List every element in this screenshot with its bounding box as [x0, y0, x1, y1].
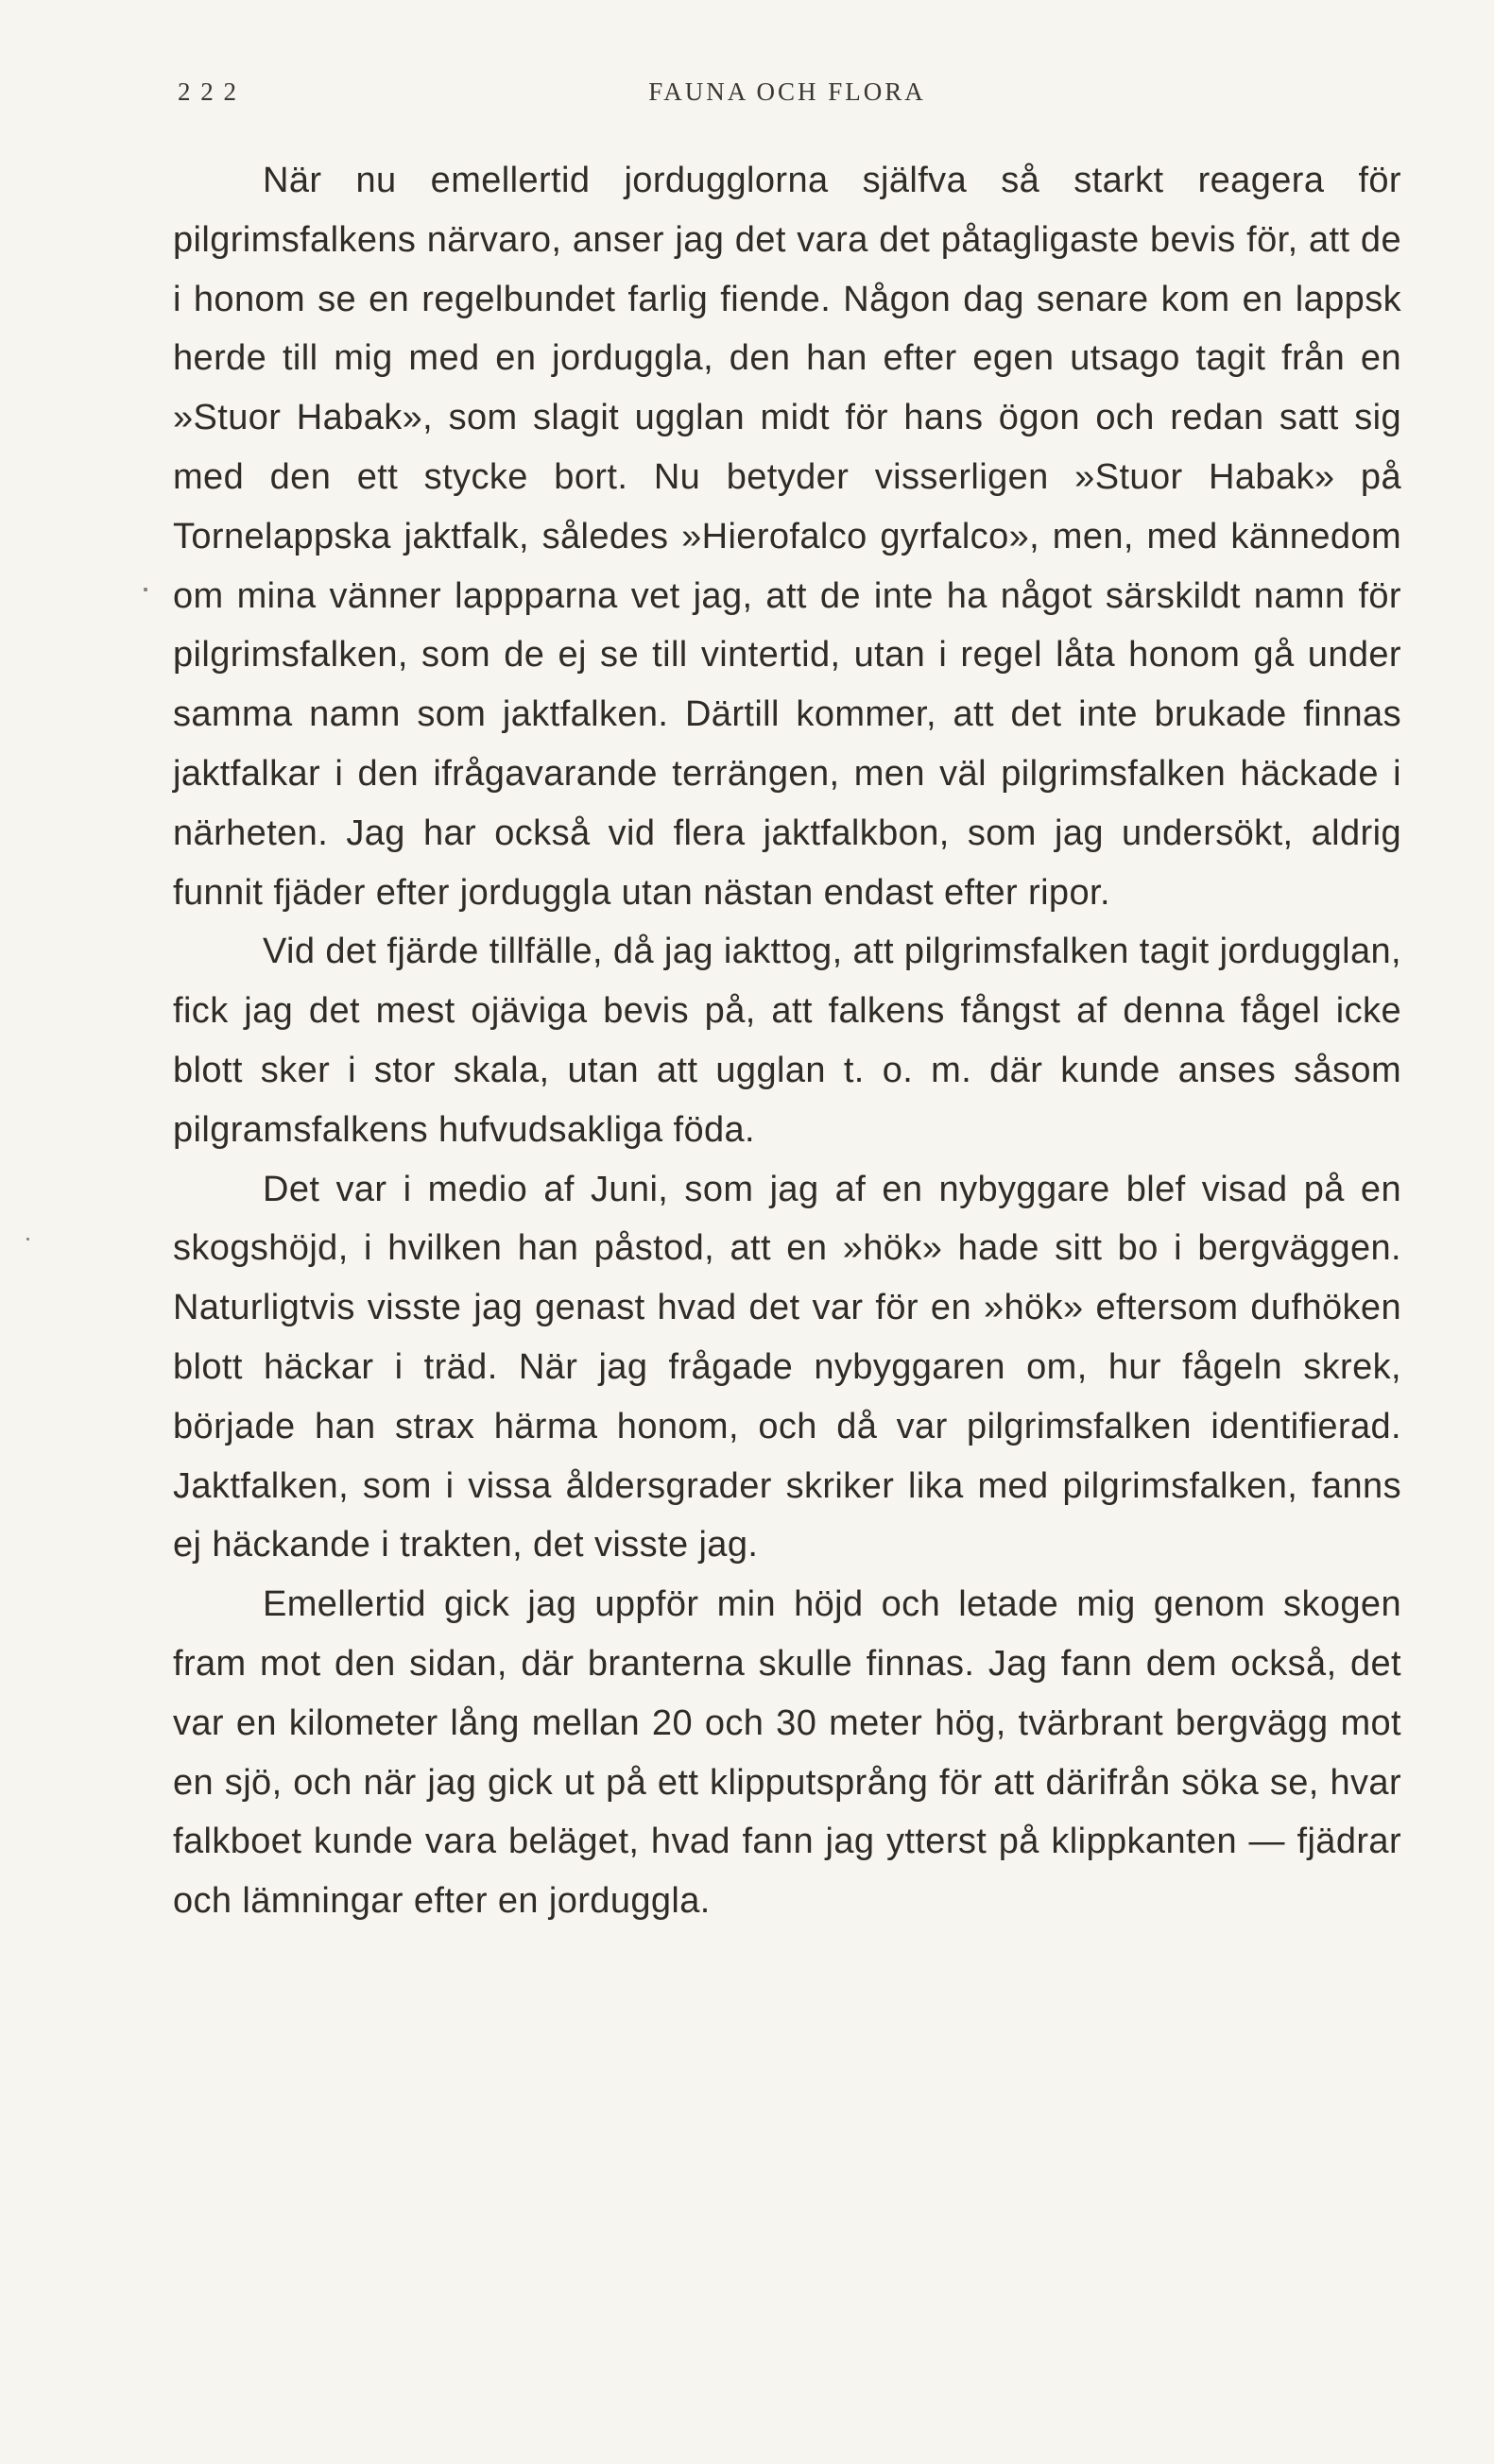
- body-text: [173, 151, 1401, 1931]
- margin-speck: [26, 1238, 29, 1241]
- paragraph: Emellertid gick jag uppför min höjd och letade mig genom skogen fram mot den sidan, där branterna skulle finnas. Jag fann dem också, det var en kilometer lång mellan 20 och 30 meter hög, tvärbrant bergvägg mot en sjö, och när jag gick ut på ett klipputsprång för att därifrån söka se, hvar falkboet kunde vara beläget, hvad fann jag ytterst på klippkanten — fjädrar och lämningar efter en jorduggla.: [173, 1584, 1401, 1922]
- margin-speck: [144, 588, 147, 591]
- header-title: FAUNA OCH FLORA: [648, 77, 926, 106]
- paragraph: Vid det fjärde tillfälle, då jag iakttog, att pilgrimsfalken tagit jordugglan, fick jag det mest ojäviga bevis på, att falkens fångst af denna fågel icke blott sker i stor skala, utan att ugglan t. o. m. där kunde anses såsom pilgramsfalkens hufvudsakliga föda.: [173, 932, 1401, 1150]
- page-number: 2 2 2: [178, 77, 238, 106]
- paragraph: När nu emellertid jordugglorna själfva så starkt reagera för pilgrimsfalkens närvaro, anser jag det vara det påtagligaste bevis för, att de i honom se en regelbundet farlig fiende. Någon dag senare kom en lappsk herde till mig med en jorduggla, den han efter egen utsago tagit från en »Stuor Habak», som slagit ugglan midt för hans ögon och redan satt sig med den ett stycke bort. Nu betyder visserligen »Stuor Habak» på Tornelappska jaktfalk, således »Hierofalco gyrfalco», men, med kännedom om mina vänner lappparna vet jag, att de inte ha något särskildt namn för pilgrimsfalken, som de ej se till vintertid, utan i regel låta honom gå under samma namn som jaktfalken. Därtill kommer, att det inte brukade finnas jaktfalkar i den ifrågavarande terrängen, men väl pilgrimsfalken häckade i närheten. Jag har också vid flera jaktfalkbon, som jag undersökt, aldrig funnit fjäder efter jorduggla utan nästan endast efter ripor.: [173, 161, 1401, 913]
- paragraph: Det var i medio af Juni, som jag af en nybyggare blef visad på en skogshöjd, i hvilken han påstod, att en »hök» hade sitt bo i bergväggen. Naturligtvis visste jag genast hvad det var för en »hök» eftersom dufhöken blott häckar i träd. När jag frågade nybyggaren om, hur fågeln skrek, började han strax härma honom, och då var pilgrimsfalken identifierad. Jaktfalken, som i vissa åldersgrader skriker lika med pilgrimsfalken, fanns ej häckande i trakten, det visste jag.: [173, 1169, 1401, 1566]
- running-head: [178, 77, 1397, 115]
